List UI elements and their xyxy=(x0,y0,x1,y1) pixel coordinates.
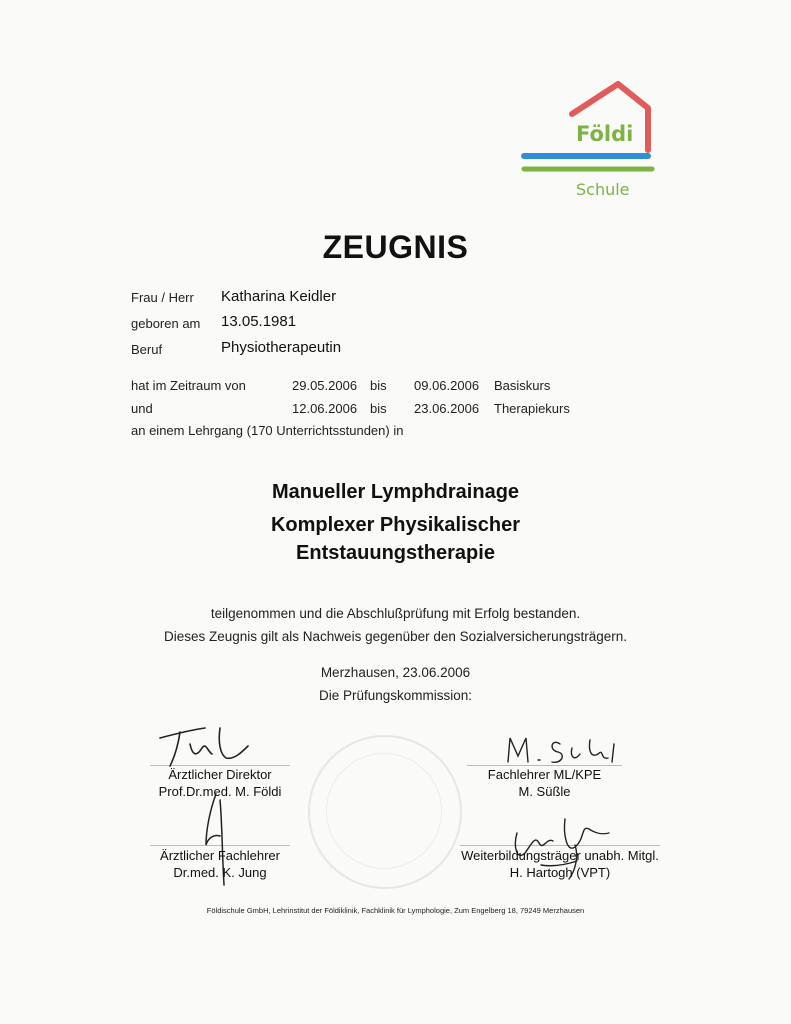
course-line-2: Komplexer Physikalischer xyxy=(270,514,520,536)
result-line-1: teilgenommen und die Abschlußprüfung mit Erfolg bestanden. xyxy=(210,606,581,621)
period-row-2-bis: bis xyxy=(370,401,387,416)
place-date: Merzhausen, 23.06.2006 xyxy=(320,665,471,680)
signature-4-role: Weiterbildungsträger unabh. Mitgl. xyxy=(461,848,659,863)
foeldi-schule-logo xyxy=(520,78,660,208)
birth-value: 13.05.1981 xyxy=(221,313,297,330)
course-line-3: Entstauungstherapie xyxy=(296,542,495,564)
signature-4-name: H. Hartogh (VPT) xyxy=(509,865,611,880)
signature-3-name: Dr.med. K. Jung xyxy=(173,865,267,880)
signature-1-name: Prof.Dr.med. M. Földi xyxy=(158,784,282,799)
name-value: Katharina Keidler xyxy=(221,288,337,305)
signature-suessle xyxy=(500,730,650,770)
document-title: ZEUGNIS xyxy=(322,229,469,265)
signature-2-name: M. Süßle xyxy=(518,784,571,799)
signature-foeldi xyxy=(150,718,260,773)
period-and: und xyxy=(131,401,153,416)
course-line-1: Manueller Lymphdrainage xyxy=(271,481,520,503)
signature-1-role: Ärztlicher Direktor xyxy=(168,767,272,782)
faint-seal-inner xyxy=(326,753,442,869)
period-row-2-to: 23.06.2006 xyxy=(414,401,480,416)
period-row-1-from: 29.05.2006 xyxy=(292,378,358,393)
period-row-1-to: 09.06.2006 xyxy=(414,378,480,393)
job-value: Physiotherapeutin xyxy=(221,339,342,356)
logo-brand: Földi xyxy=(576,122,634,146)
footer-address: Földischule GmbH, Lehrinstitut der Földiklinik, Fachklinik für Lymphologie, Zum Engelberg 18, 79249 Merzhausen xyxy=(206,906,585,915)
lehrgang-text: an einem Lehrgang (170 Unterrichtsstunden) in xyxy=(131,423,404,438)
signature-2-role: Fachlehrer ML/KPE xyxy=(487,767,602,782)
period-row-1-course: Basiskurs xyxy=(494,378,551,393)
period-row-1-bis: bis xyxy=(370,378,387,393)
signature-3-role: Ärztlicher Fachlehrer xyxy=(160,848,280,863)
logo-subtitle: Schule xyxy=(576,180,630,199)
result-line-2: Dieses Zeugnis gilt als Nachweis gegenüber den Sozialversicherungsträgern. xyxy=(163,629,627,644)
period-intro: hat im Zeitraum von xyxy=(131,378,246,393)
birth-label: geboren am xyxy=(131,316,201,331)
name-label: Frau / Herr xyxy=(131,290,194,305)
period-row-2-course: Therapiekurs xyxy=(494,401,570,416)
job-label: Beruf xyxy=(131,342,163,357)
period-row-2-from: 12.06.2006 xyxy=(292,401,358,416)
committee-heading: Die Prüfungskommission: xyxy=(318,688,473,703)
